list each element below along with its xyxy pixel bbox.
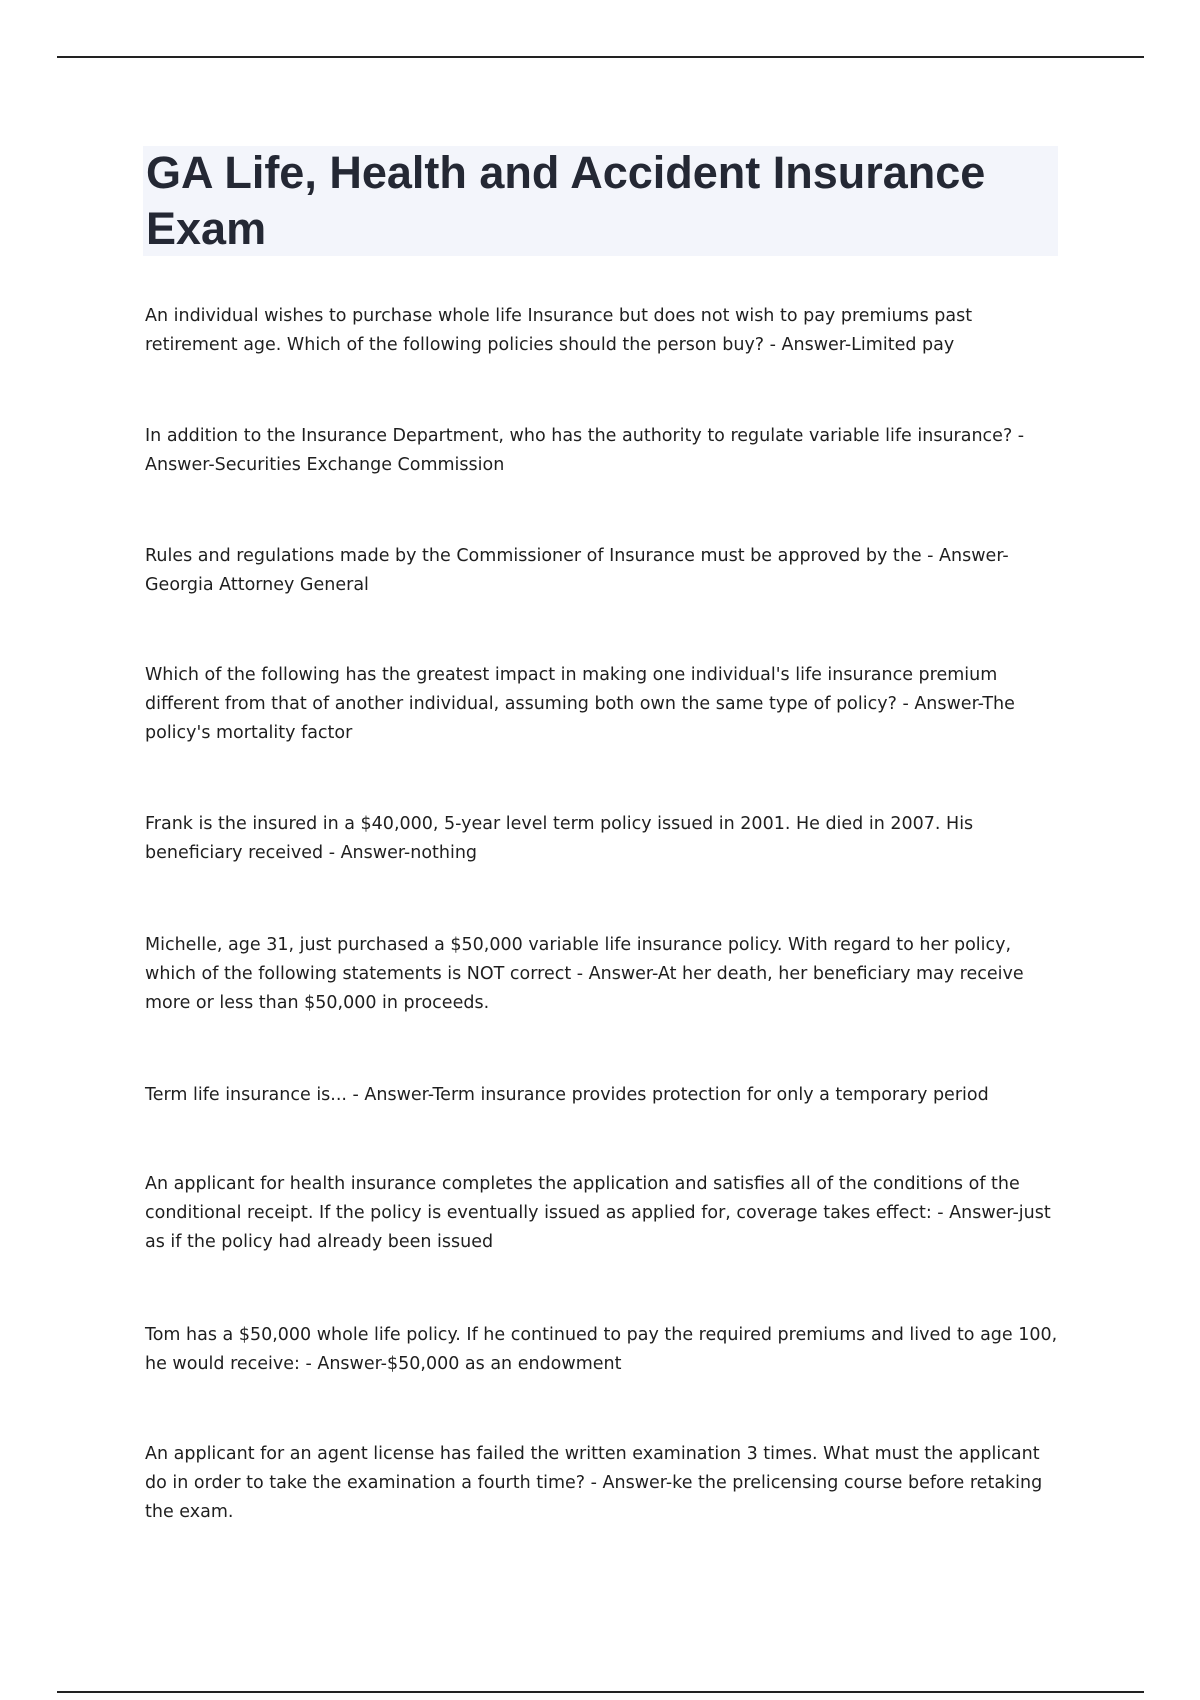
qa-item-10: An applicant for an agent license has failed the written examination 3 times. What must the applicant do in order to take the examination a fourth time? - Answer-ke the prelicensing course before retaking the exam. xyxy=(145,1444,1043,1522)
top-divider xyxy=(57,56,1144,58)
page-title: GA Life, Health and Accident Insurance Exam xyxy=(146,147,986,254)
bottom-divider xyxy=(57,1691,1144,1693)
qa-item-6: Michelle, age 31, just purchased a $50,000 variable life insurance policy. With regard to her policy, which of the following statements is NOT correct - Answer-At her death, her beneficiary may receive more or less than $50,000 in proceeds. xyxy=(145,935,1024,1013)
qa-item-2: In addition to the Insurance Department, who has the authority to regulate variable life insurance? - Answer-Securities Exchange Commission xyxy=(145,426,1025,475)
qa-item-7: Term life insurance is... - Answer-Term insurance provides protection for only a temporary period xyxy=(145,1085,989,1105)
qa-item-8: An applicant for health insurance completes the application and satisfies all of the conditions of the conditional receipt. If the policy is eventually issued as applied for, coverage takes effect: - Answer-just as if the policy had already been issued xyxy=(145,1174,1051,1252)
qa-item-1: An individual wishes to purchase whole life Insurance but does not wish to pay premiums past retirement age. Which of the following policies should the person buy? - Answer-Limited pay xyxy=(145,306,973,355)
qa-item-9: Tom has a $50,000 whole life policy. If he continued to pay the required premiums and lived to age 100, he would receive: - Answer-$50,000 as an endowment xyxy=(145,1325,1058,1374)
qa-item-3: Rules and regulations made by the Commissioner of Insurance must be approved by the - Answer-Georgia Attorney General xyxy=(145,546,1009,595)
qa-item-5: Frank is the insured in a $40,000, 5-year level term policy issued in 2001. He died in 2007. His beneficiary received - Answer-nothing xyxy=(145,814,974,863)
qa-item-4: Which of the following has the greatest impact in making one individual's life insurance premium different from that of another individual, assuming both own the same type of policy? - Answer-The policy's mortality factor xyxy=(145,665,1015,743)
title-banner xyxy=(143,146,1058,256)
